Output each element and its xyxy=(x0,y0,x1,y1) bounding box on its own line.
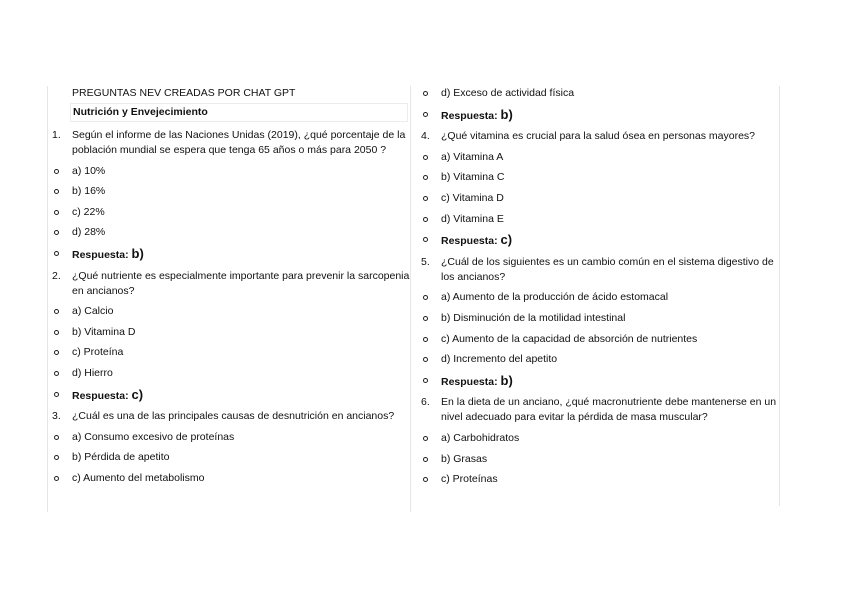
bullet-icon xyxy=(54,435,59,440)
option-item xyxy=(48,430,410,445)
option-text: c) Aumento del metabolismo xyxy=(72,471,205,484)
answer-label: Respuesta: xyxy=(72,389,129,402)
option-item xyxy=(417,212,779,227)
question-text: En la dieta de un anciano, ¿qué macronutriente debe mantenerse en un nivel adecuado para evitar la pérdida de masa muscular? xyxy=(441,396,777,424)
question-text: ¿Cuál de los siguientes es un cambio común en el sistema digestivo de los ancianos? xyxy=(441,255,774,283)
bullet-icon xyxy=(423,175,428,180)
option-text: a) 10% xyxy=(72,164,106,177)
question-number: 1. xyxy=(52,129,61,141)
question-number: 5. xyxy=(421,255,430,268)
answer-letter: b) xyxy=(500,106,513,122)
right-question-list xyxy=(417,86,779,487)
question-item xyxy=(417,395,779,425)
option-text: c) Proteína xyxy=(72,346,124,359)
document-header: PREGUNTAS NEV CREADAS POR CHAT GPT xyxy=(72,87,296,99)
answer-item xyxy=(417,232,779,249)
option-text: b) Vitamina C xyxy=(441,171,505,184)
question-number: 3. xyxy=(52,410,61,423)
bullet-icon xyxy=(54,330,59,335)
question-item xyxy=(417,129,779,144)
bullet-icon xyxy=(54,169,59,174)
bullet-icon xyxy=(423,457,428,462)
option-text: c) Aumento de la capacidad de absorción de nutrientes xyxy=(441,332,698,345)
bullet-icon xyxy=(54,210,59,215)
bullet-icon xyxy=(423,155,428,160)
question-number: 6. xyxy=(421,396,430,409)
bullet-icon xyxy=(54,309,59,314)
bullet-icon xyxy=(423,337,428,342)
option-text: b) Vitamina D xyxy=(72,325,136,338)
answer-letter: c) xyxy=(131,386,144,402)
answer-letter: b) xyxy=(500,372,513,388)
question-item xyxy=(48,128,410,158)
answer-label: Respuesta: xyxy=(441,375,498,388)
option-text: a) Carbohidratos xyxy=(441,431,520,444)
bullet-icon xyxy=(423,378,428,383)
option-text: b) 16% xyxy=(72,185,106,198)
answer-item xyxy=(417,107,779,124)
answer-item xyxy=(48,387,410,404)
question-item xyxy=(48,269,410,299)
option-item xyxy=(48,184,410,199)
option-item xyxy=(48,450,410,465)
option-item xyxy=(417,150,779,165)
option-item xyxy=(417,170,779,185)
option-text: d) Vitamina E xyxy=(441,212,504,225)
answer-label: Respuesta: xyxy=(441,109,498,122)
question-item xyxy=(417,255,779,285)
bullet-icon xyxy=(54,230,59,235)
option-text: a) Consumo excesivo de proteínas xyxy=(72,430,235,443)
option-item xyxy=(417,472,779,487)
bullet-icon xyxy=(423,357,428,362)
option-text: d) 28% xyxy=(72,226,106,239)
bullet-icon xyxy=(423,237,428,242)
left-column xyxy=(47,86,411,512)
bullet-icon xyxy=(54,189,59,194)
option-item xyxy=(417,311,779,326)
question-text: ¿Qué vitamina es crucial para la salud ósea en personas mayores? xyxy=(441,130,755,143)
question-text: Según el informe de las Naciones Unidas (2019), ¿qué porcentaje de la población mundial se espera que tenga 65 años o más para 2050 ? xyxy=(72,129,406,156)
bullet-icon xyxy=(423,196,428,201)
left-question-list xyxy=(48,128,410,486)
option-item xyxy=(417,290,779,305)
bullet-icon xyxy=(54,371,59,376)
option-item xyxy=(48,304,410,319)
bullet-icon xyxy=(423,217,428,222)
option-text: c) Vitamina D xyxy=(441,191,504,204)
bullet-icon xyxy=(423,316,428,321)
option-item xyxy=(48,471,410,486)
bullet-icon xyxy=(423,436,428,441)
right-column xyxy=(417,86,780,506)
question-number: 4. xyxy=(421,130,430,143)
answer-label: Respuesta: xyxy=(72,248,129,261)
bullet-icon xyxy=(423,91,428,96)
option-text: d) Exceso de actividad física xyxy=(441,87,575,99)
answer-item xyxy=(417,373,779,390)
option-item xyxy=(417,332,779,347)
answer-letter: c) xyxy=(500,232,513,248)
document-subtitle: Nutrición y Envejecimiento xyxy=(70,103,408,122)
option-text: c) Proteínas xyxy=(441,473,498,486)
bullet-icon xyxy=(54,455,59,460)
answer-label: Respuesta: xyxy=(441,235,498,248)
question-text: ¿Cuál es una de las principales causas de desnutrición en ancianos? xyxy=(72,410,395,423)
option-item xyxy=(48,325,410,340)
option-text: c) 22% xyxy=(72,205,105,218)
option-text: a) Vitamina A xyxy=(441,150,504,163)
option-text: a) Aumento de la producción de ácido estomacal xyxy=(441,291,669,304)
option-item xyxy=(417,86,779,101)
answer-item xyxy=(48,246,410,263)
option-item xyxy=(48,164,410,179)
option-item xyxy=(48,205,410,220)
bullet-icon xyxy=(423,477,428,482)
option-item xyxy=(48,225,410,240)
answer-letter: b) xyxy=(131,245,144,261)
bullet-icon xyxy=(54,251,59,256)
bullet-icon xyxy=(423,295,428,300)
option-item xyxy=(48,366,410,381)
bullet-icon xyxy=(423,112,428,117)
option-item xyxy=(417,191,779,206)
option-text: b) Pérdida de apetito xyxy=(72,451,170,464)
option-text: d) Hierro xyxy=(72,366,113,379)
bullet-icon xyxy=(54,476,59,481)
question-item xyxy=(48,409,410,424)
option-text: a) Calcio xyxy=(72,305,114,318)
option-item xyxy=(417,452,779,467)
bullet-icon xyxy=(54,392,59,397)
bullet-icon xyxy=(54,350,59,355)
option-text: d) Incremento del apetito xyxy=(441,353,558,366)
option-text: b) Grasas xyxy=(441,452,488,465)
option-item xyxy=(417,352,779,367)
option-item xyxy=(48,345,410,360)
option-text: b) Disminución de la motilidad intestinal xyxy=(441,311,626,324)
question-number: 2. xyxy=(52,269,61,282)
question-text: ¿Qué nutriente es especialmente importante para prevenir la sarcopenia en ancianos? xyxy=(72,269,410,297)
option-item xyxy=(417,431,779,446)
